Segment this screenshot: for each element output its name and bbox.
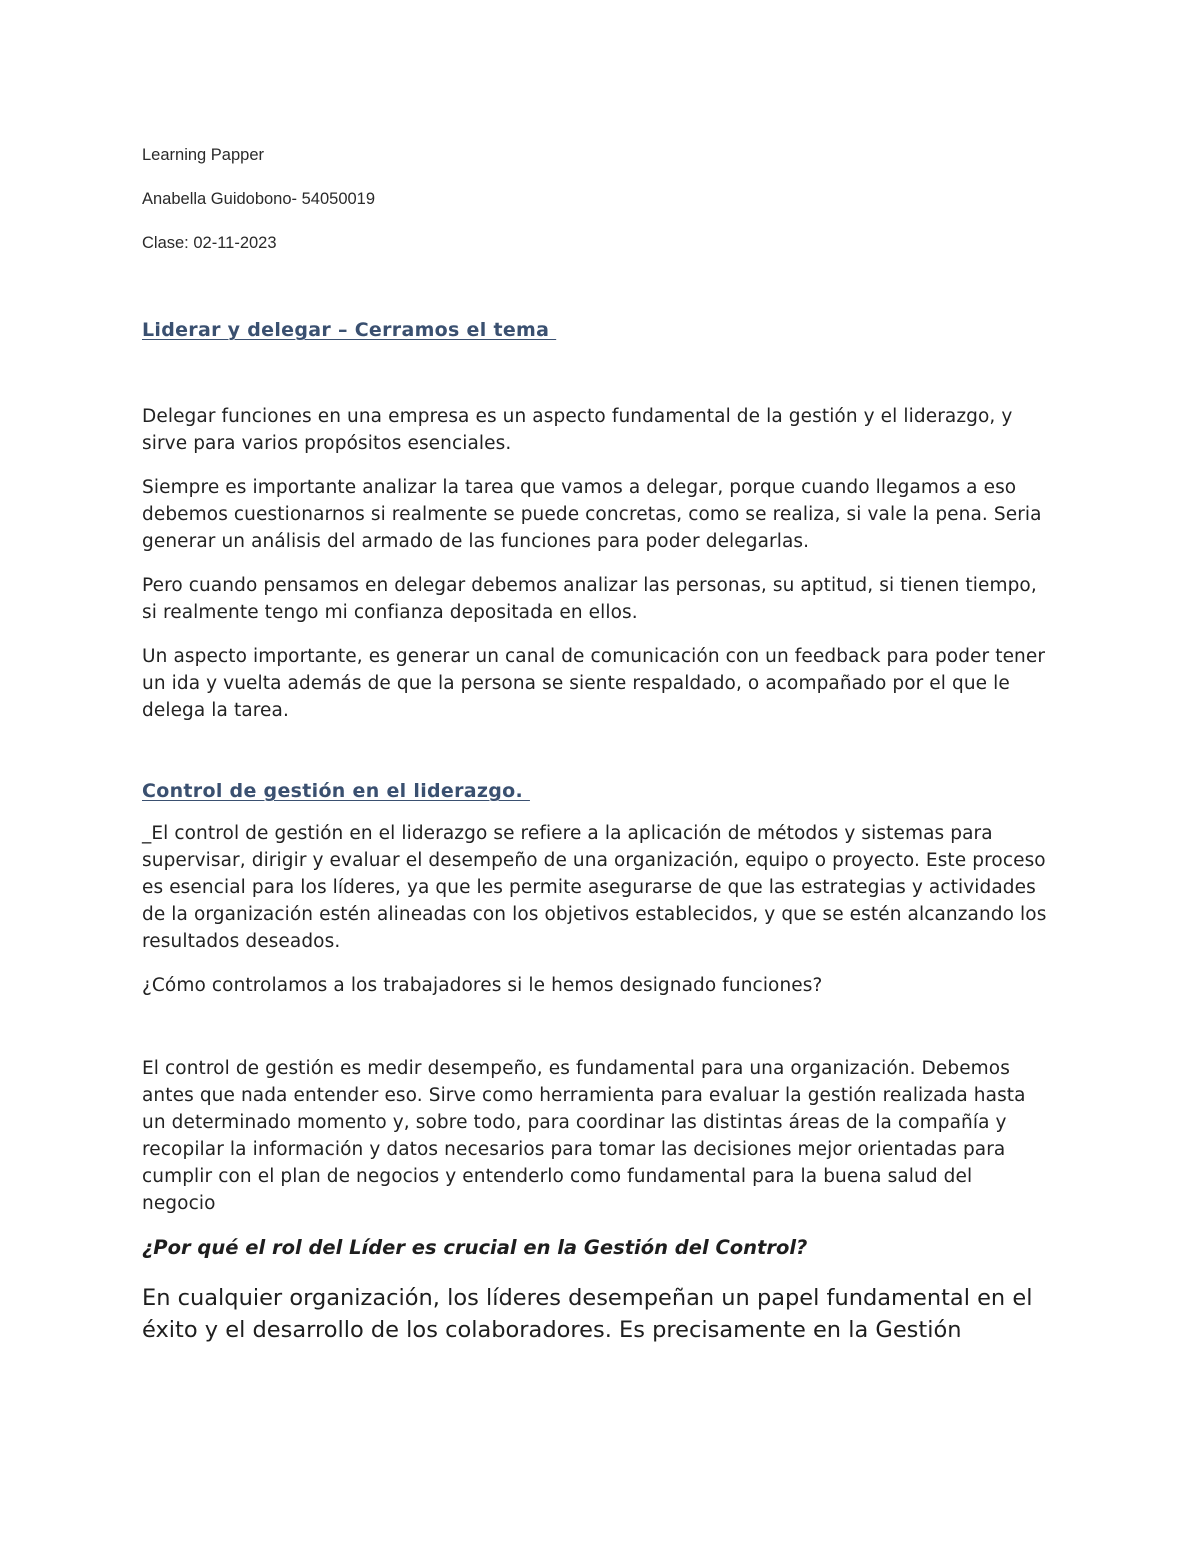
section-heading-control-gestion: Control de gestión en el liderazgo.: [142, 780, 530, 802]
closing-paragraph: En cualquier organización, los líderes desempeñan un papel fundamental en el éxito y el desarrollo de los colaboradores. Es precisamente en la Gestión: [142, 1285, 1033, 1343]
paragraph: Delegar funciones en una empresa es un aspecto fundamental de la gestión y el liderazgo, y sirve para varios propósitos esenciales.: [142, 406, 1013, 454]
highlighted-question: ¿Por qué el rol del Líder es crucial en la Gestión del Control?: [142, 1236, 808, 1259]
paragraph: El control de gestión es medir desempeño, es fundamental para una organización. Debemos antes que nada entender eso. Sirve como herramienta para evaluar la gestión realizada hasta un determinado momento y, sobre todo, para coordinar las distintas áreas de la compañía y recopilar la información y datos necesarios para tomar las decisiones mejor orientadas para cumplir con el plan de negocios y entenderlo como fundamental para la buena salud del negocio: [142, 1058, 1026, 1214]
paragraph: Siempre es importante analizar la tarea que vamos a delegar, porque cuando llegamos a eso debemos cuestionarnos si realmente se puede concretas, como se realiza, si vale la pena. Seria generar un análisis del armado de las funciones para poder delegarlas.: [142, 477, 1042, 552]
paragraph-question: ¿Cómo controlamos a los trabajadores si le hemos designado funciones?: [142, 975, 823, 996]
paragraph: _El control de gestión en el liderazgo se refiere a la aplicación de métodos y sistemas para supervisar, dirigir y evaluar el desempeño de una organización, equipo o proyecto. Este proceso es esencial para los líderes, ya que les permite asegurarse de que las estrategias y actividades de la organización estén alineadas con los objetivos establecidos, y que se estén alcanzando los resultados deseados.: [142, 823, 1047, 952]
class-date: Clase: 02-11-2023: [142, 234, 277, 252]
paragraph: Un aspecto importante, es generar un canal de comunicación con un feedback para poder tener un ida y vuelta además de que la persona se siente respaldado, o acompañado por el que le delega la tarea.: [142, 646, 1046, 721]
document-title: Learning Papper: [142, 146, 265, 164]
paragraph: Pero cuando pensamos en delegar debemos analizar las personas, su aptitud, si tienen tiempo, si realmente tengo mi confianza depositada en ellos.: [142, 575, 1037, 623]
section-heading-liderar-delegar: Liderar y delegar – Cerramos el tema: [142, 319, 557, 341]
author-line: Anabella Guidobono- 54050019: [142, 190, 376, 208]
